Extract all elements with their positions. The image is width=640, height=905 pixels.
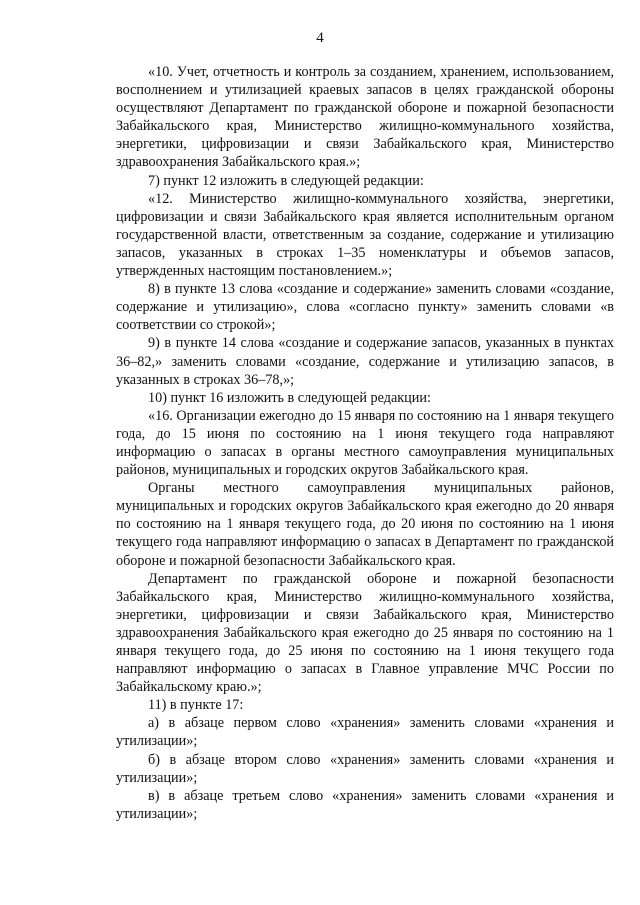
paragraph-amendment-7: 7) пункт 12 изложить в следующей редакции: (148, 172, 424, 189)
paragraph-amendment-9: 9) в пункте 14 слова «создание и содержание запасов, указанных в пунктах 36–82,» заменить словами «создание, содержание и утилизацию запасов, в указанных в строках 36–78,»; (116, 335, 614, 388)
paragraph-amendment-11: 11) в пункте 17: (148, 697, 244, 714)
paragraph-item-16-text: «16. Организации ежегодно до 15 января по состоянию на 1 января текущего года, до 15 июня по состоянию на 1 июня текущего года направляют информацию о запасах в органы местного самоуправления муниципальных районов, муниципальных и городских округов Забайкальского края. (116, 407, 614, 479)
document-body (116, 63, 614, 823)
paragraph-item-16-local-authorities: Органы местного самоуправления муниципальных районов, муниципальных и городских округов Забайкальского края ежегодно до 20 января по состоянию на 1 января текущего года, до 20 июня по состоянию на 1 июня текущего года направляют информацию о запасах в Департамент по гражданской обороне и пожарной безопасности Забайкальского края. (116, 480, 614, 569)
paragraph-amendment-8: 8) в пункте 13 слова «создание и содержание» заменить словами «создание, содержание и утилизацию», слова «согласно пункту» заменить словами «в соответствии со строкой»; (116, 281, 614, 334)
paragraph-amendment-11b: б) в абзаце втором слово «хранения» заменить словами «хранения и утилизации»; (116, 751, 614, 786)
paragraph-item-16-departments: Департамент по гражданской обороне и пожарной безопасности Забайкальского края, Министерство жилищно-коммунального хозяйства, энергетики, цифровизации и связи Забайкальского края, Министерство здравоохранения Забайкальского края ежегодно до 25 января по состоянию на 1 января текущего года, до 25 июня по состоянию на 1 июня текущего года направляют информацию о запасах в Главное управление МЧС России по Забайкальскому краю.»; (116, 570, 614, 696)
page-number: 4 (316, 30, 324, 46)
paragraph-amendment-10: 10) пункт 16 изложить в следующей редакции: (148, 389, 431, 406)
paragraph-amendment-11c: в) в абзаце третьем слово «хранения» заменить словами «хранения и утилизации»; (116, 787, 614, 822)
paragraph-item-10-text: «10. Учет, отчетность и контроль за созданием, хранением, использованием, восполнением и утилизацией краевых запасов в целях гражданской обороны осуществляют Департамент по гражданской обороне и пожарной безопасности Забайкальского края, Министерство жилищно-коммунального хозяйства, энергетики, цифровизации и связи Забайкальского края, Министерство здравоохранения Забайкальского края.»; (116, 64, 614, 171)
paragraph-item-12-text: «12. Министерство жилищно-коммунального хозяйства, энергетики, цифровизации и связи Забайкальского края является исполнительным органом государственной власти, ответственным за создание, содержание и утилизацию запасов, указанных в строках 1–35 номенклатуры и объемов запасов, утвержденных настоящим постановлением.»; (116, 190, 614, 280)
paragraph-amendment-11a: а) в абзаце первом слово «хранения» заменить словами «хранения и утилизации»; (116, 715, 614, 750)
